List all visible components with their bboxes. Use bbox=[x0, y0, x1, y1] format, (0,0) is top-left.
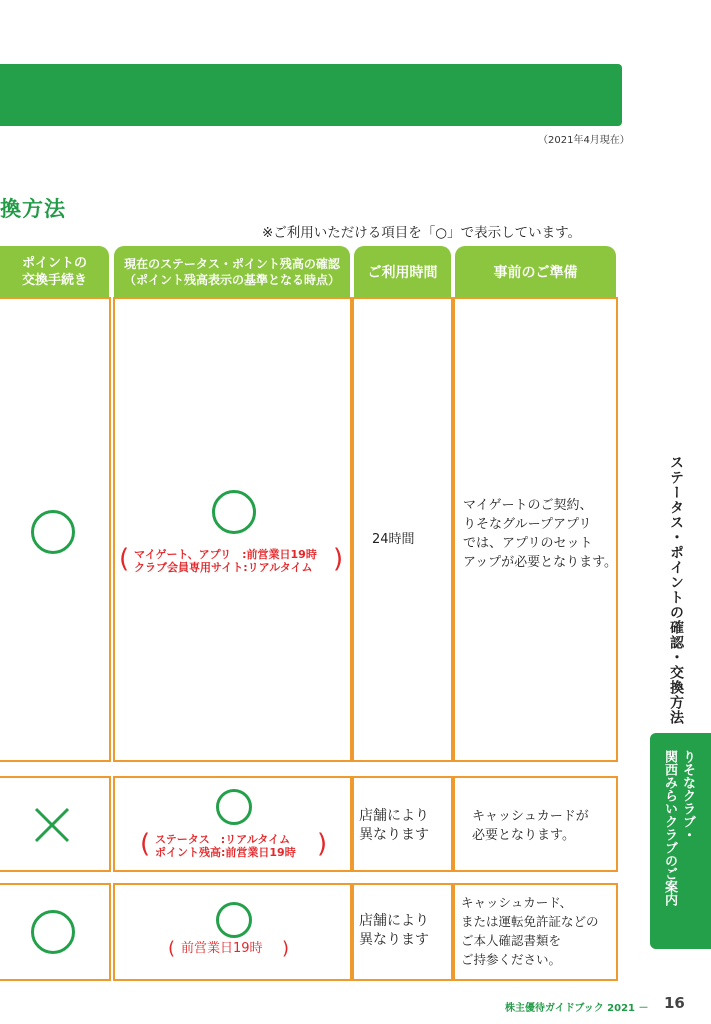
row3-note-close-paren: ) bbox=[282, 938, 290, 959]
row1-note-open-paren: ( bbox=[119, 544, 130, 574]
row3-note-open-paren: ( bbox=[168, 938, 176, 959]
row3-preparation: キャッシュカード、 または運転免許証などの ご本人確認書類を ご持参ください。 bbox=[461, 895, 599, 967]
legend-note: ※ご利用いただける項目を「○」で表示しています。 bbox=[262, 225, 582, 241]
row3-status-available-icon bbox=[216, 902, 252, 938]
row1-status-note: マイゲート、アプリ :前営業日19時 クラブ会員専用サイト:リアルタイム bbox=[134, 548, 317, 574]
row1-preparation: マイゲートのご契約、 りそなグループアプリ では、アプリのセット アップが必要となります。 bbox=[463, 498, 618, 570]
side-tab-label: りそなクラブ・ 関西みらいクラブのご案内 bbox=[662, 750, 695, 906]
row3-status-note: 前営業日19時 bbox=[181, 941, 263, 956]
row2-status-note: ステータス :リアルタイム ポイント残高:前営業日19時 bbox=[155, 833, 296, 859]
row2-exchange-unavailable-icon bbox=[33, 806, 71, 844]
page-number: 16 bbox=[664, 994, 685, 1012]
top-banner bbox=[0, 64, 622, 126]
header-exchange-procedure: ポイントの 交換手続き bbox=[0, 246, 109, 298]
as-of-date: （2021年4月現在） bbox=[538, 135, 630, 146]
side-title: ステータス・ポイントの確認・交換方法 bbox=[668, 455, 684, 725]
row1-hours: 24時間 bbox=[372, 532, 415, 547]
header-hours: ご利用時間 bbox=[354, 246, 451, 298]
row3-hours: 店舗により 異なります bbox=[359, 913, 429, 948]
header-status-check: 現在のステータス・ポイント残高の確認 （ポイント残高表示の基準となる時点） bbox=[114, 246, 350, 298]
row2-note-close-paren: ) bbox=[317, 829, 328, 859]
row2-status-available-icon bbox=[216, 789, 252, 825]
row3-exchange-available-icon bbox=[31, 910, 75, 954]
section-title: 換方法 bbox=[0, 197, 66, 221]
row1-note-close-paren: ) bbox=[333, 544, 344, 574]
row1-status-available-icon bbox=[212, 490, 256, 534]
row2-preparation: キャッシュカードが 必要となります。 bbox=[472, 809, 589, 843]
row2-hours: 店舗により 異なります bbox=[359, 808, 429, 843]
header-preparation: 事前のご準備 bbox=[455, 246, 616, 298]
row2-note-open-paren: ( bbox=[140, 829, 151, 859]
footer-book-title: 株主優待ガイドブック 2021 － bbox=[505, 1003, 649, 1014]
row1-exchange-available-icon bbox=[31, 510, 75, 554]
